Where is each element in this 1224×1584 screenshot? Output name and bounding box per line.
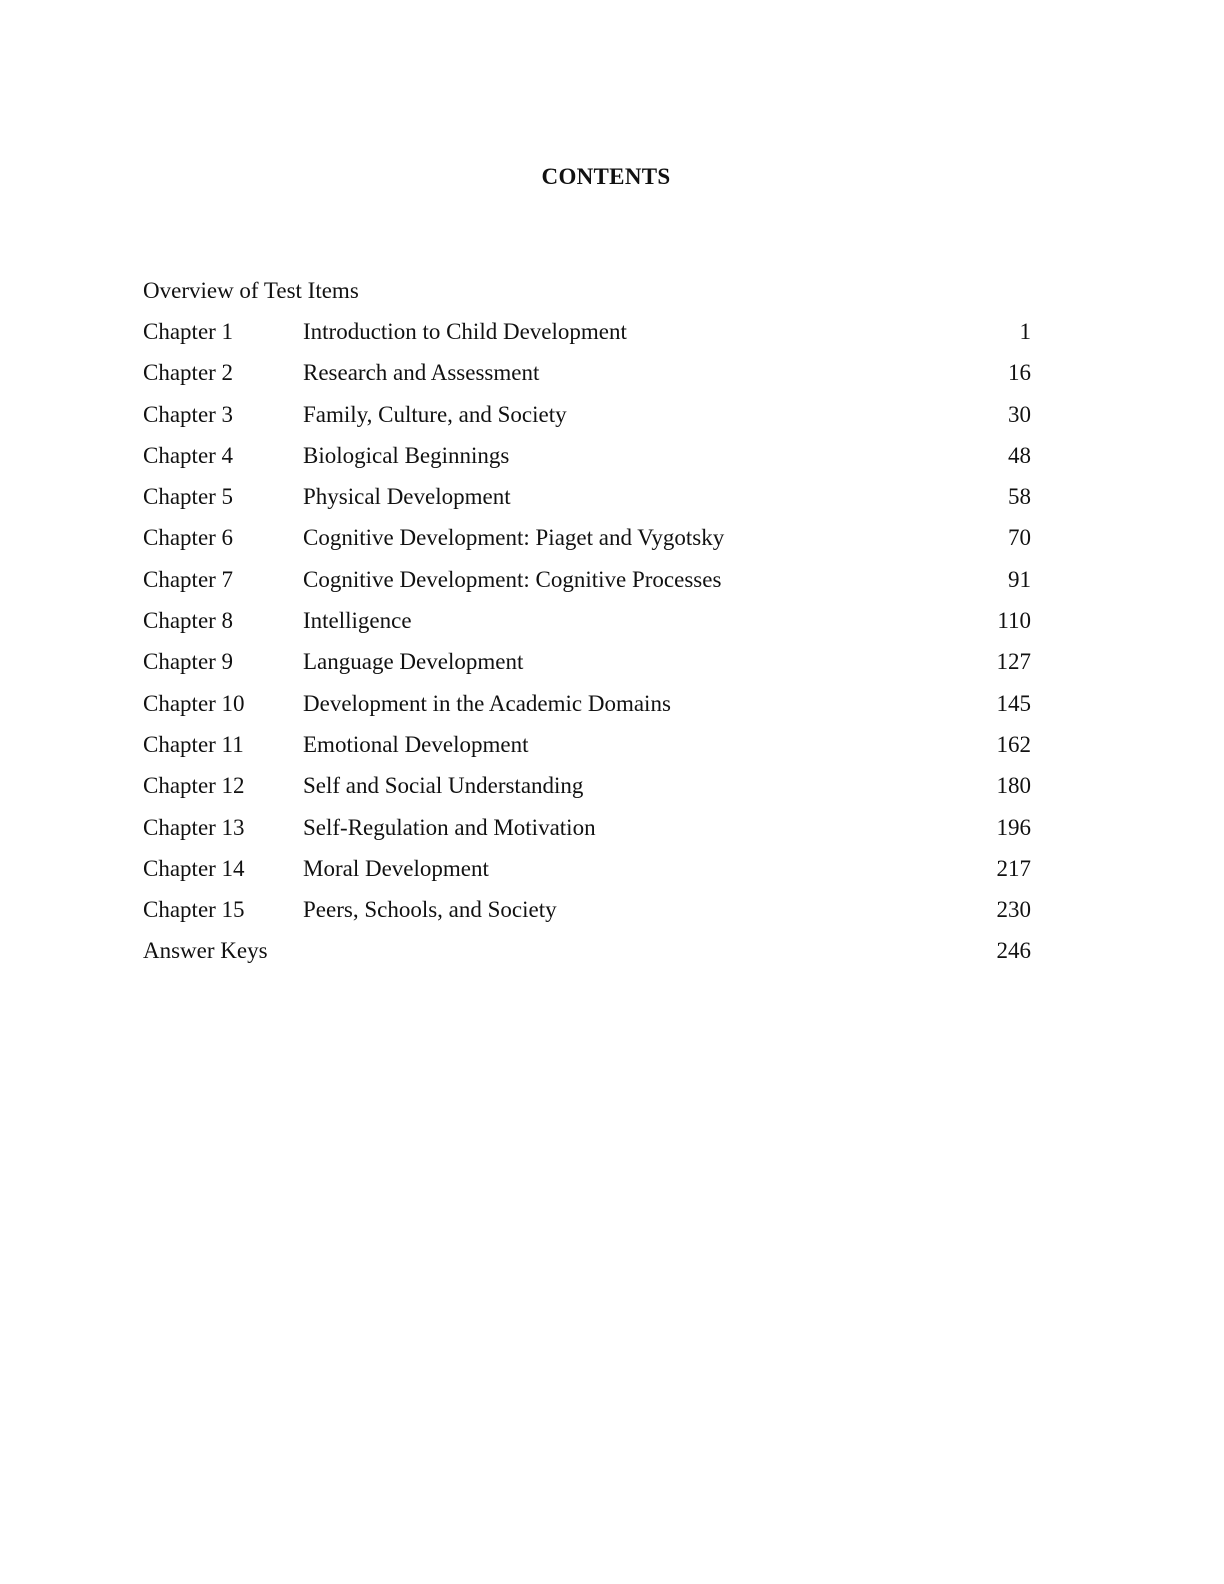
toc-entry-title: Moral Development <box>303 855 489 881</box>
toc-entry-chapter-3 <box>143 398 1031 439</box>
toc-entry-label: Chapter 3 <box>143 401 234 427</box>
toc-entry-chapter-15 <box>143 893 1031 934</box>
toc-entry-label: Chapter 9 <box>143 649 234 675</box>
toc-entry-page: 230 <box>996 897 1031 923</box>
toc-entry-chapter-6 <box>143 521 1031 562</box>
toc-entry-page: 162 <box>996 731 1031 757</box>
toc-entry-chapter-2 <box>143 356 1031 397</box>
toc-entry-title: Biological Beginnings <box>303 442 510 468</box>
toc-entry-page: 127 <box>996 649 1031 675</box>
toc-entry-page: 30 <box>1008 401 1031 427</box>
toc-entry-page: 58 <box>1008 484 1031 510</box>
toc-entry-title: Development in the Academic Domains <box>303 690 671 716</box>
toc-entry-title: Intelligence <box>303 608 412 634</box>
toc-entry-chapter-5 <box>143 480 1031 521</box>
toc-entry-title: Self and Social Understanding <box>303 773 584 799</box>
toc-entry-title: Family, Culture, and Society <box>303 401 567 427</box>
toc-entry-label: Chapter 4 <box>143 442 234 468</box>
toc-entry-title: Introduction to Child Development <box>303 319 627 344</box>
toc-entry-page: 91 <box>1008 566 1031 592</box>
toc-overview: Overview of Test Items <box>143 278 359 303</box>
toc-entry-answer-keys <box>143 934 1031 975</box>
toc-entry-label: Chapter 15 <box>143 897 245 923</box>
toc-entry-chapter-12 <box>143 769 1031 810</box>
toc-entry-page: 145 <box>996 690 1031 716</box>
toc-entry-chapter-9 <box>143 645 1031 686</box>
toc-entry-chapter-4 <box>143 439 1031 480</box>
toc-entry-chapter-14 <box>143 852 1031 893</box>
toc-entry-page: 246 <box>996 938 1031 964</box>
toc-entry-chapter-11 <box>143 728 1031 769</box>
toc-entry-chapter-8 <box>143 604 1031 645</box>
toc-entry-title: Peers, Schools, and Society <box>303 897 557 923</box>
toc-entry-label: Chapter 8 <box>143 608 234 634</box>
toc-entry-page: 1 <box>1019 319 1031 344</box>
toc-entry-page: 70 <box>1008 525 1031 551</box>
toc-entry-label: Chapter 2 <box>143 360 234 386</box>
toc-entry-page: 180 <box>996 773 1031 799</box>
toc-entry-label: Answer Keys <box>143 938 268 964</box>
toc-entry-title: Emotional Development <box>303 731 529 757</box>
toc-entry-chapter-13 <box>143 811 1031 852</box>
toc-entry-label: Chapter 6 <box>143 525 234 551</box>
page-title: CONTENTS <box>541 164 671 189</box>
toc-entry-title: Research and Assessment <box>303 360 540 386</box>
toc-entry-chapter-10 <box>143 687 1031 728</box>
toc-entry-label: Chapter 1 <box>143 319 234 344</box>
toc-entry-title: Physical Development <box>303 484 511 510</box>
toc-entry-label: Chapter 10 <box>143 690 245 716</box>
toc-entry-page: 16 <box>1008 360 1031 386</box>
toc-entry-chapter-7 <box>143 563 1031 604</box>
toc-entry-title: Language Development <box>303 649 524 675</box>
toc-entry-label: Chapter 11 <box>143 731 244 757</box>
toc-entry-page: 48 <box>1008 442 1031 468</box>
toc-entry-label: Chapter 5 <box>143 484 234 510</box>
toc-entry-page: 196 <box>996 814 1031 840</box>
toc-entry-label: Chapter 7 <box>143 566 234 592</box>
toc-entry-label: Chapter 12 <box>143 773 245 799</box>
toc-entry-page: 217 <box>996 855 1031 881</box>
table-of-contents <box>143 274 1031 976</box>
toc-entry-page: 110 <box>997 608 1031 634</box>
toc-entry-title: Self-Regulation and Motivation <box>303 814 596 840</box>
toc-entry-title: Cognitive Development: Piaget and Vygotsky <box>303 525 725 551</box>
toc-entry-label: Chapter 14 <box>143 855 245 881</box>
toc-entry-label: Chapter 13 <box>143 814 245 840</box>
toc-entry-chapter-1 <box>143 315 1031 356</box>
toc-entry-title: Cognitive Development: Cognitive Processes <box>303 566 722 592</box>
